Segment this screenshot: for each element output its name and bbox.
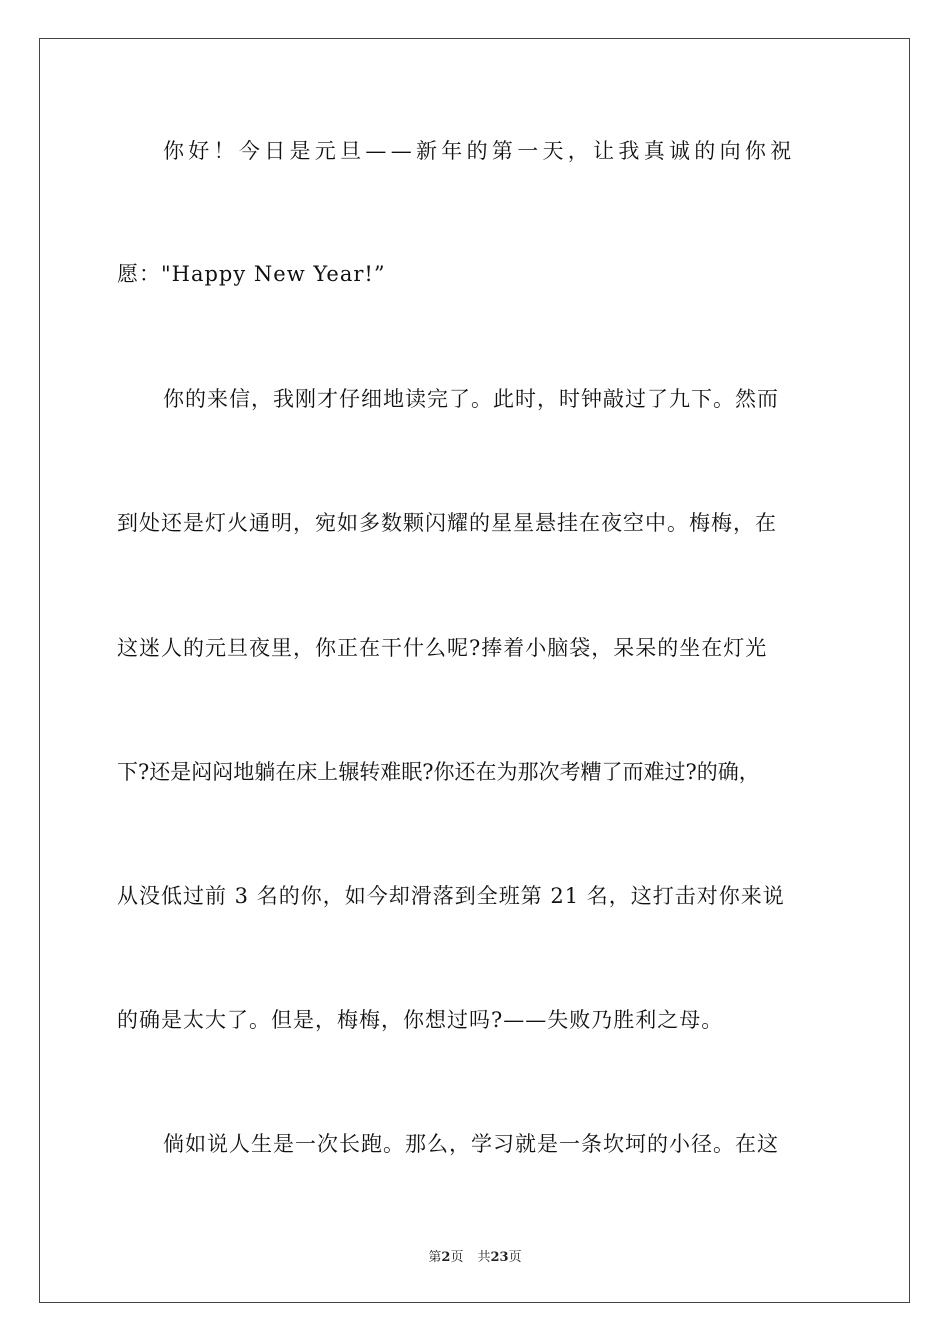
paragraph-line-4: 到处还是灯火通明，宛如多数颗闪耀的星星悬挂在夜空中。梅梅，在 (117, 511, 777, 535)
page-number: 2 (441, 1250, 451, 1265)
total-pages: 23 (490, 1250, 509, 1265)
paragraph-line-3: 你的来信，我刚才仔细地读完了。此时，时钟敲过了九下。然而 (163, 387, 779, 411)
page-prefix: 第 (428, 1250, 442, 1265)
paragraph-line-7: 从没低过前 3 名的你，如今却滑落到全班第 21 名，这打击对你来说 (117, 884, 785, 908)
total-prefix: 共 (477, 1250, 491, 1265)
paragraph-line-1: 你好！今日是元旦——新年的第一天，让我真诚的向你祝 (163, 139, 796, 163)
paragraph-line-9: 倘如说人生是一次长跑。那么，学习就是一条坎坷的小径。在这 (163, 1132, 779, 1156)
page-border (39, 38, 910, 1303)
paragraph-line-8: 的确是太大了。但是，梅梅，你想过吗?——失败乃胜利之母。 (117, 1008, 724, 1032)
paragraph-line-5: 这迷人的元旦夜里，你正在干什么呢?捧着小脑袋，呆呆的坐在灯光 (117, 636, 768, 660)
total-suffix: 页 (508, 1250, 522, 1265)
paragraph-line-2: 愿："Happy New Year!” (117, 262, 386, 286)
page-footer (0, 1246, 950, 1265)
paragraph-line-6: 下?还是闷闷地躺在床上辗转难眠?你还在为那次考糟了而难过?的确， (117, 760, 760, 784)
page-suffix: 页 (450, 1250, 464, 1265)
